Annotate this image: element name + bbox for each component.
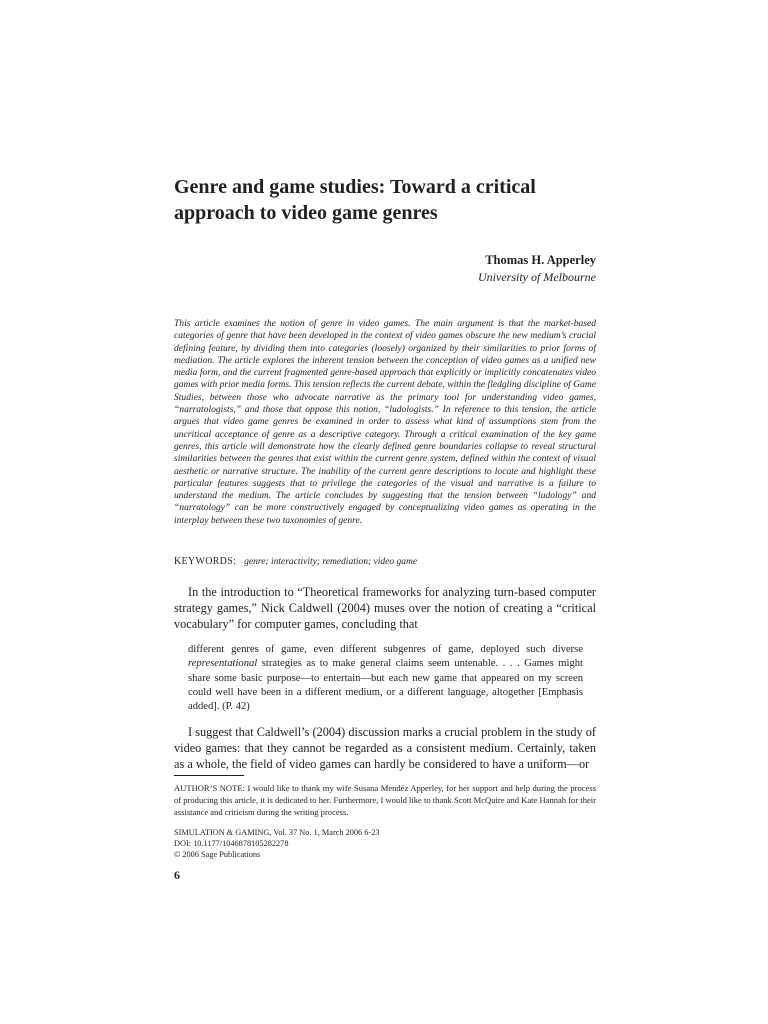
body-paragraph: I suggest that Caldwell’s (2004) discussion marks a crucial problem in the study of video games: that they cannot be regarded as a consistent medium. Certainly, taken as a whole, the field of video games can hardly be considered to have a uniform—or (174, 725, 596, 772)
block-quote (188, 643, 583, 714)
abstract: This article examines the notion of genre in video games. The main argument is that the market-based categories of genre that have been developed in the context of video games obscure the new medium’s crucial defining feature, by dividing them into categories (loosely) organized by their similarities to prior forms of mediation. The article explores the inherent tension between the conception of video games as a unified new media form, and the current fragmented genre-based approach that explicitly or implicitly concatenates video games with prior media forms. This tension reflects the current debate, within the fledgling discipline of Game Studies, between those who advocate narrative as the primary tool for understanding video games, “narratologists,” and those that oppose this notion, “ludologists.” In reference to this tension, the article argues that video game genres be examined in order to assess what kind of assumptions stem from the uncritical acceptance of genre as a descriptive category. Through a critical examination of the key game genres, this article will demonstrate how the clearly defined genre boundaries collapse to reveal structural similarities between the genres that exist within the current genre system, defined within the context of visual aesthetic or narrative structure. The inability of the current genre descriptions to locate and highlight these particular features suggests that to privilege the categories of the visual and narrative is a failure to understand the medium. The article concludes by suggesting that the tension between “ludology” and “narratology” can be more constructively engaged by conceptualizing video games as operating in the interplay between these two taxonomies of genre. (174, 318, 596, 526)
author-name: Thomas H. Apperley (485, 253, 596, 267)
article-page (174, 0, 596, 1024)
quote-text-start: different genres of game, even different subgenres of game, deployed such diverse (188, 644, 583, 655)
article-title: Genre and game studies: Toward a critical approach to video game genres (174, 176, 536, 224)
journal-copyright: © 2006 Sage Publications (174, 850, 261, 860)
page-number: 6 (174, 868, 180, 882)
authors-note: AUTHOR’S NOTE: I would like to thank my wife Susana Mendéz Apperley, for her support and help during the process of producing this article, it is dedicated to her. Furthermore, I would like to thank Scott McQuire and Kate Hannah for their assistance and criticism during the writing process. (174, 783, 596, 817)
journal-info (174, 827, 596, 861)
author-affiliation: University of Melbourne (478, 270, 596, 284)
journal-doi: DOI: 10.1177/1046878105282278 (174, 839, 289, 849)
quote-text-end: strategies as to make general claims seem untenable. . . . Games might share some basic purpose—to entertain—but each new game that appeared on my screen could well have been in a different medium, or a different language, altogether [Emphasis added]. (P. 42) (188, 658, 583, 713)
footnote-divider (174, 775, 244, 776)
keywords-values: genre; interactivity; remediation; video game (244, 557, 418, 567)
journal-citation: SIMULATION & GAMING, Vol. 37 No. 1, March 2006 6-23 (174, 828, 380, 837)
quote-emphasis: representational (188, 658, 258, 670)
intro-paragraph: In the introduction to “Theoretical frameworks for analyzing turn-based computer strategy games,” Nick Caldwell (2004) muses over the notion of creating a “critical vocabulary” for computer games, concluding that (174, 585, 596, 631)
keywords (174, 556, 596, 567)
keywords-label: KEYWORDS: (174, 556, 237, 567)
